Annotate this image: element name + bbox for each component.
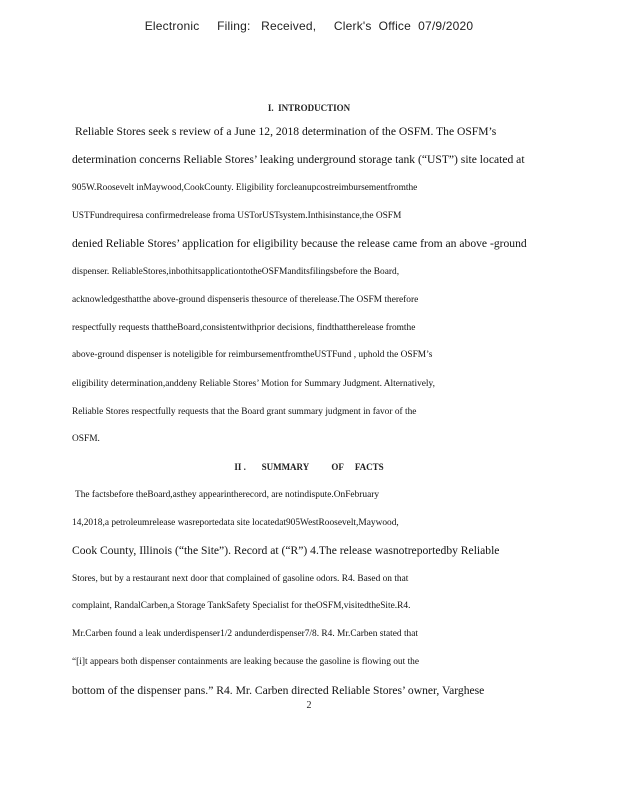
text-line: Reliable Stores seek s review of a June 12, 2018 determination of the OSFM. The OSFM’s: [75, 125, 497, 138]
text-line: OSFM.: [72, 434, 100, 444]
text-line: Reliable Stores respectfully requests that the Board grant summary judgment in favor of the: [72, 407, 417, 417]
text-line: Mr.Carben found a leak underdispenser1/2 andunderdispenser7/8. R4. Mr.Carben stated that: [72, 629, 419, 639]
filing-header: Electronic Filing: Received, Clerk's Office 07/9/2020: [144, 19, 474, 33]
text-line: denied Reliable Stores’ application for eligibility because the release came from an above -ground: [72, 237, 527, 250]
text-line: bottom of the dispenser pans.” R4. Mr. Carben directed Reliable Stores’ owner, Varghese: [72, 684, 485, 697]
text-line: Cook County, Illinois (“the Site”). Record at (“R”) 4.The release wasnotreportedby Reliable: [72, 544, 500, 557]
page-number: 2: [306, 700, 312, 711]
heading-summary-of-facts: II . SUMMARY OF FACTS: [234, 462, 384, 472]
text-line: complaint, RandalCarben,a Storage TankSafety Specialist for theOSFM,visitedtheSite.R4.: [72, 601, 411, 611]
text-line: The factsbefore theBoard,asthey appearintherecord, are notindispute.OnFebruary: [75, 490, 380, 500]
text-line: eligibility determination,anddeny Reliable Stores’ Motion for Summary Judgment. Alternatively,: [72, 379, 435, 389]
text-line: acknowledgesthatthe above-ground dispenseris thesource of therelease.The OSFM therefore: [72, 295, 419, 305]
text-line: respectfully requests thattheBoard,consistentwithprior decisions, findthattherelease fromthe: [72, 323, 416, 333]
text-line: USTFundrequiresa confirmedrelease froma USTorUSTsystem.Inthisinstance,the OSFM: [72, 211, 402, 221]
text-line: determination concerns Reliable Stores’ leaking underground storage tank (“UST”) site located at: [72, 153, 525, 166]
text-line: dispenser. ReliableStores,inbothitsapplicationtotheOSFManditsfilingsbefore the Board,: [72, 267, 400, 277]
heading-introduction: I. INTRODUCTION: [267, 103, 351, 113]
text-line: Stores, but by a restaurant next door that complained of gasoline odors. R4. Based on that: [72, 574, 409, 584]
text-line: above-ground dispenser is noteligible for reimbursementfromtheUSTFund , uphold the OSFM’s: [72, 350, 433, 360]
text-line: 14,2018,a petroleumrelease wasreportedata site locatedat905WestRoosevelt,Maywood,: [72, 518, 399, 528]
text-line: 905W.Roosevelt inMaywood,CookCounty. Eligibility forcleanupcostreimbursementfromthe: [72, 183, 418, 193]
text-line: “[i]t appears both dispenser containments are leaking because the gasoline is flowing out the: [72, 657, 420, 667]
